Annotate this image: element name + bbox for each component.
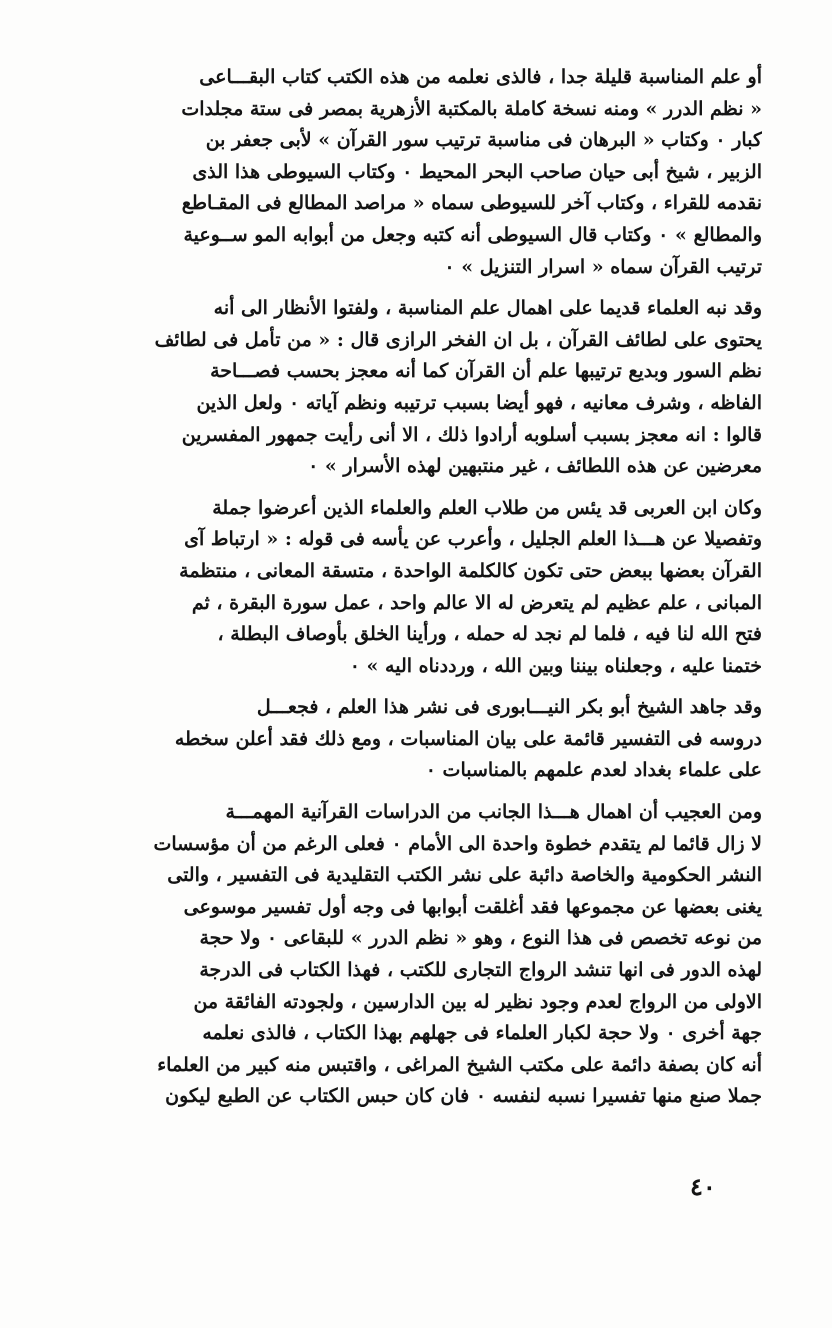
text-line: وقد نبه العلماء قديما على اهمال علم المناسبة ، ولفتوا الأنظار الى أنه	[213, 297, 762, 320]
text-line: أو علم المناسبة قليلة جدا ، فالذى نعلمه من هذه الكتب كتاب البقـــاعى	[199, 66, 762, 88]
paragraph-gap	[82, 283, 762, 293]
text-line: الزبير ، شيخ أبى حيان صاحب البحر المحيط ٠ وكتاب السيوطى هذا الذى	[192, 160, 762, 183]
text-line: فتح الله لنا فيه ، فلما لم نجد له حمله ، ورأينا الخلق بأوصاف البطلة ،	[217, 623, 762, 646]
body-text	[82, 62, 762, 1113]
page-number: ٤٠	[690, 1172, 716, 1201]
paragraph-1	[82, 62, 762, 283]
paragraph-3	[82, 493, 762, 683]
text-line: وكان ابن العربى قد يئس من طلاب العلم والعلماء الذين أعرضوا جملة	[212, 496, 762, 519]
text-line: ترتيب القرآن سماه « اسرار التنزيل » ٠	[444, 255, 762, 278]
paragraph-4	[82, 692, 762, 787]
text-line: جهة أخرى ٠ ولا حجة لكبار العلماء فى جهلهم بهذا الكتاب ، فالذى نعلمه	[202, 1022, 762, 1045]
text-line: والمطالع » ٠ وكتاب قال السيوطى أنه كتبه وجعل من أبوابه المو ســوعية	[183, 223, 762, 246]
text-line: يغنى بعضها عن مجموعها فقد أغلقت أبوابها فى وجه أول تفسير موسوعى	[183, 895, 762, 918]
paragraph-gap	[82, 682, 762, 692]
paragraph-5	[82, 797, 762, 1113]
text-line: الفاظه ، وشرف معانيه ، فهو أيضا بسبب ترتيبه ونظم آياته ٠ ولعل الذين	[196, 391, 762, 414]
text-line: نقدمه للقراء ، وكتاب آخر للسيوطى سماه « مراصد المطالع فى المقـاطع	[181, 192, 762, 215]
text-line: معرضين عن هذه اللطائف ، غير منتبهين لهذه الأسرار » ٠	[308, 455, 762, 478]
text-line: كبار ٠ وكتاب « البرهان فى مناسبة ترتيب سور القرآن » لأبى جعفر بن	[205, 129, 762, 152]
text-line: القرآن بعضها ببعض حتى تكون كالكلمة الواحدة ، متسقة المعانى ، منتظمة	[179, 559, 762, 582]
text-line: ختمنا عليه ، وجعلناه بيننا وبين الله ، ورددناه اليه » ٠	[349, 654, 762, 677]
text-line: جملا صنع منها تفسيرا نسبه لنفسه ٠ فان كان حبس الكتاب عن الطبع ليكون	[165, 1085, 762, 1108]
text-line: يحتوى على لطائف القرآن ، بل ان الفخر الرازى قال : « من تأمل فى لطائف	[154, 328, 762, 351]
text-line: نظم السور وبديع ترتيبها علم أن القرآن كما أنه معجز بحسب فصـــاحة	[210, 360, 762, 383]
text-line: لا زال قائما لم يتقدم خطوة واحدة الى الأمام ٠ فعلى الرغم من أن مؤسسات	[153, 832, 762, 855]
text-line: « نظم الدرر » ومنه نسخة كاملة بالمكتبة الأزهرية بمصر فى ستة مجلدات	[181, 97, 762, 120]
text-line: المبانى ، علم عظيم لم يتعرض له الا عالم واحد ، عمل سورة البقرة ، ثم	[191, 591, 762, 614]
text-line: ومن العجيب أن اهمال هـــذا الجانب من الدراسات القرآنية المهمـــة	[225, 801, 762, 824]
text-line: قالوا : انه معجز بسبب أسلوبه أرادوا ذلك ، الا أنى رأيت جمهور المفسرين	[181, 423, 762, 446]
text-line: لهذه الدور فى انها تنشد الرواج التجارى للكتب ، فهذا الكتاب فى الدرجة	[199, 959, 762, 982]
text-line: الاولى من الرواج لعدم وجود نظير له بين الدارسين ، ولجودته الفائقة من	[193, 990, 762, 1013]
paragraph-gap	[82, 787, 762, 797]
paragraph-2	[82, 293, 762, 483]
paragraph-gap	[82, 483, 762, 493]
text-line: على علماء بغداد لعدم علمهم بالمناسبات ٠	[425, 759, 762, 782]
text-line: النشر الحكومية والخاصة دائبة على نشر الكتب التقليدية فى التفسير ، والتى	[167, 864, 762, 887]
text-line: وتفصيلا عن هـــذا العلم الجليل ، وأعرب عن يأسه فى قوله : « ارتباط آى	[184, 528, 762, 551]
text-line: وقد جاهد الشيخ أبو بكر النيـــابورى فى نشر هذا العلم ، فجعـــل	[256, 696, 762, 719]
text-line: من نوعه تخصص فى هذا النوع ، وهو « نظم الدرر » للبقاعى ٠ ولا حجة	[199, 927, 762, 950]
text-line: دروسه فى التفسير قائمة على بيان المناسبات ، ومع ذلك فقد أعلن سخطه	[174, 727, 762, 750]
text-line: أنه كان بصفة دائمة على مكتب الشيخ المراغى ، واقتبس منه كبير من العلماء	[157, 1053, 762, 1076]
